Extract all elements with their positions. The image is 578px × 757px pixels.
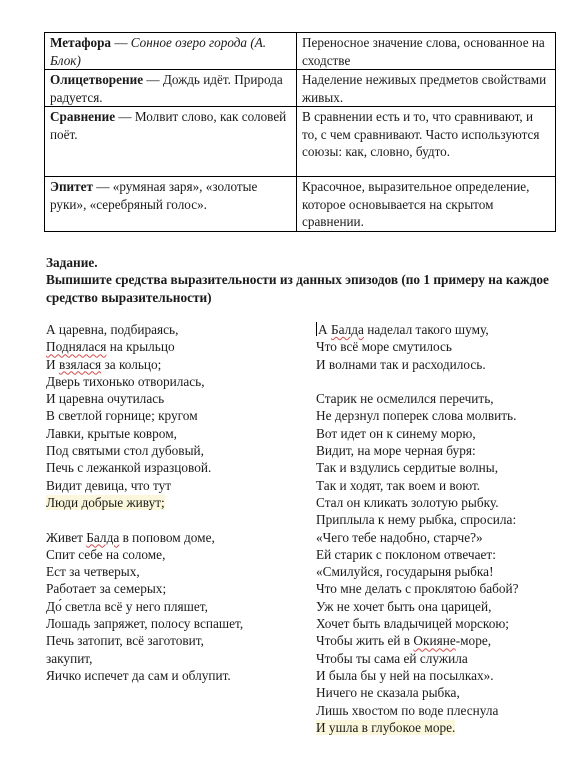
definition-cell: Переносное значение слова, основанное на сходстве [297, 33, 556, 70]
poem-line: Хочет быть владычицей морскою; [316, 616, 509, 632]
poem-line: Яичко испечет да сам и облупит. [46, 667, 231, 683]
poem-line: Стал он кликать золотую рыбку. [316, 494, 499, 510]
spellcheck-word: Поднялася [46, 339, 107, 355]
poem-line: И волнами так и расходилось. [316, 356, 486, 372]
term-name: Сравнение [50, 109, 116, 124]
poem-line: Ничего не сказала рыбка, [316, 685, 460, 701]
task-instruction: Выпишите средства выразительности из данных эпизодов (по 1 примеру на каждое средство выразительности) [46, 272, 549, 305]
term-example: Сонное озеро города (А. Блок) [50, 35, 267, 68]
term-separator: — [111, 35, 131, 50]
table-row [45, 177, 556, 232]
term-example: «румяная заря», «золотые руки», «серебряный голос». [50, 179, 258, 212]
poem-line: Уж не хочет быть она царицей, [316, 598, 492, 614]
poem-line: Так и вздулись сердитые волны, [316, 460, 499, 476]
term-separator: — [143, 72, 163, 87]
poem-line: Лошадь запряжет, полосу вспашет, [46, 616, 244, 632]
spellcheck-word: Балда [86, 529, 120, 545]
table-row [45, 33, 556, 70]
poem-line: Лишь хвостом по воде плеснула [316, 702, 499, 718]
term-cell [45, 177, 297, 232]
highlighted-line: И ушла в глубокое море. [316, 719, 456, 735]
term-cell [45, 33, 297, 70]
table-row [45, 70, 556, 107]
poem-line: В светлой горнице; кругом [46, 408, 198, 424]
poem-line: И взялася за кольцо; [46, 356, 162, 372]
term-name: Эпитет [50, 179, 93, 194]
poem-line: И царевна очутилась [46, 391, 165, 407]
poem-line: Видит девица, что тут [46, 477, 172, 493]
poem-line: Дверь тихонько отворилась, [46, 373, 205, 389]
poem-line: Ей старик с поклоном отвечает: [316, 546, 496, 562]
poem-line: И была бы у ней на посылках». [316, 667, 494, 683]
poem-line: А царевна, подбираясь, [46, 322, 179, 337]
poem-line: Что всё море смутилось [316, 339, 452, 355]
poem-line: До́ светла всё у него пляшет, [46, 598, 208, 614]
spellcheck-word: Окияне [413, 633, 456, 649]
task-block [46, 254, 556, 306]
poem-line: Печь с лежанкой изразцовой. [46, 460, 212, 476]
stanza-gap [316, 373, 519, 390]
term-name: Метафора [50, 35, 112, 50]
poem-line: Работает за семерых; [46, 581, 167, 597]
poem-line: Печь затопит, всё заготовит, [46, 633, 204, 649]
poem-line: Приплыла к нему рыбка, спросила: [316, 512, 517, 528]
poem-line: Чтобы жить ей в Окияне-море, [316, 633, 492, 649]
poem-line: Чтобы ты сама ей служила [316, 650, 468, 666]
poem-line: Старик не осмелился перечить, [316, 391, 494, 407]
term-cell [45, 70, 297, 107]
definition-cell: Красочное, выразительное определение, которое основывается на скрытом сравнении. [297, 177, 556, 232]
poem-line: Что мне делать с проклятою бабой? [316, 581, 519, 597]
term-cell [45, 107, 297, 177]
definition-cell: Наделение неживых предметов свойствами живых. [297, 70, 556, 107]
table-row [45, 107, 556, 177]
highlighted-line: Люди добрые живут; [46, 494, 165, 510]
poem-line: «Чего тебе надобно, старче?» [316, 529, 483, 545]
poem-left-column [46, 321, 243, 684]
poem-line: Поднялася на крыльцо [46, 339, 175, 355]
poem-line: Не дерзнул поперек слова молвить. [316, 408, 517, 424]
poem-line: Живет Балда в поповом доме, [46, 529, 215, 545]
literary-devices-table [44, 32, 556, 232]
poem-line: Лавки, крытые ковром, [46, 425, 177, 441]
poem-line: Вот идет он к синему морю, [316, 425, 476, 441]
term-example: Дождь идёт. Природа радуется. [50, 72, 283, 105]
stanza-gap [46, 511, 243, 528]
poem-right-column [316, 321, 519, 736]
term-separator: — [115, 109, 135, 124]
definition-cell: В сравнении есть и то, что сравнивают, и то, с чем сравнивают. Часто используются союзы: как, словно, будто. [297, 107, 556, 177]
poem-line: Видит, на море черная буря: [316, 443, 476, 459]
term-name: Олицетворение [50, 72, 144, 87]
poem-line [316, 719, 519, 736]
poem-line [46, 494, 243, 511]
poem-line: Под святыми стол дубовый, [46, 443, 204, 459]
poem-line: Спит себе на соломе, [46, 546, 166, 562]
term-example: Молвит слово, как соловей поёт. [50, 109, 287, 142]
task-heading: Задание. [46, 255, 98, 270]
poem-line: закупит, [46, 650, 93, 666]
spellcheck-word: Балда [330, 322, 364, 337]
poem-line: Так и ходят, так воем и воют. [316, 477, 481, 493]
text-cursor [316, 322, 317, 336]
poem-line: Ест за четверых, [46, 564, 140, 580]
poem-line: «Смилуйся, государыня рыбка! [316, 564, 494, 580]
term-separator: — [92, 179, 113, 194]
poem-line: А Балда наделал такого шуму, [318, 322, 489, 337]
spellcheck-word: взялася [58, 356, 102, 372]
